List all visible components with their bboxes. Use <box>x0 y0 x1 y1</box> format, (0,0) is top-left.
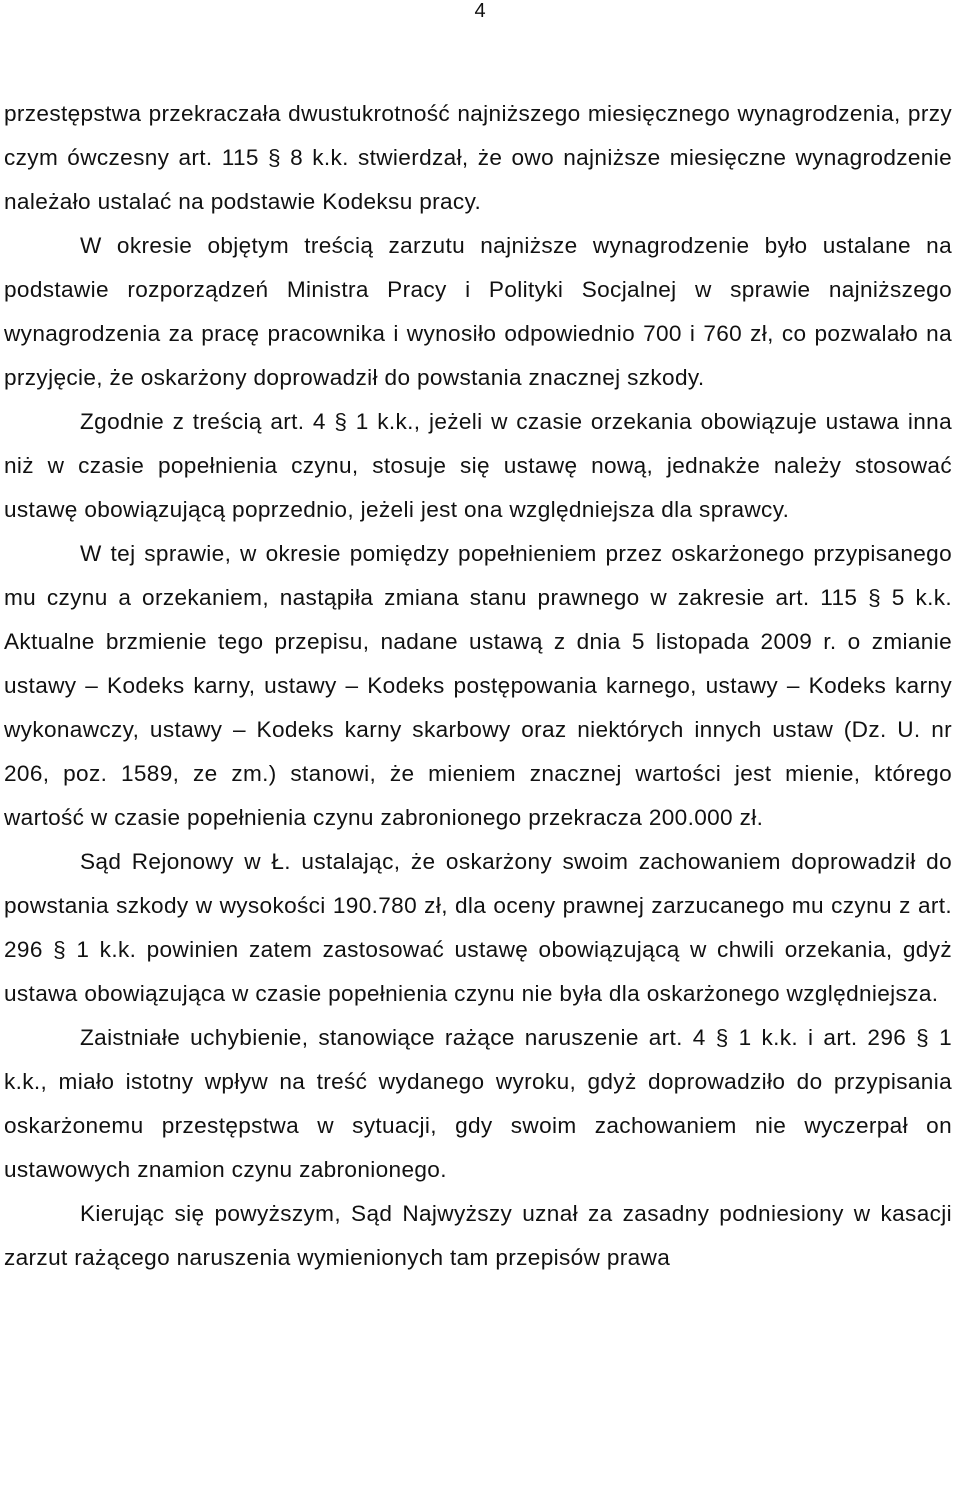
paragraph-6: Zaistniałe uchybienie, stanowiące rażące naruszenie art. 4 § 1 k.k. i art. 296 § 1 k.k., miało istotny wpływ na treść wydanego wyroku, gdyż doprowadziło do przypisania oskarżonemu przestępstwa w sytuacji, gdy swoim zachowaniem nie wyczerpał on ustawowych znamion czynu zabronionego. <box>4 1025 952 1182</box>
paragraph-2: W okresie objętym treścią zarzutu najniższe wynagrodzenie było ustalane na podstawie rozporządzeń Ministra Pracy i Polityki Socjalnej w sprawie najniższego wynagrodzenia za pracę pracownika i wynosiło odpowiednio 700 i 760 zł, co pozwalało na przyjęcie, że oskarżony doprowadził do powstania znacznej szkody. <box>4 233 952 390</box>
paragraph-4: W tej sprawie, w okresie pomiędzy popełnieniem przez oskarżonego przypisanego mu czynu a orzekaniem, nastąpiła zmiana stanu prawnego w zakresie art. 115 § 5 k.k. Aktualne brzmienie tego przepisu, nadane ustawą z dnia 5 listopada 2009 r. o zmianie ustawy – Kodeks karny, ustawy – Kodeks postępowania karnego, ustawy – Kodeks karny wykonawczy, ustawy – Kodeks karny skarbowy oraz niektórych innych ustaw (Dz. U. nr 206, poz. 1589, ze zm.) stanowi, że mieniem znacznej wartości jest mienie, którego wartość w czasie popełnienia czynu zabronionego przekracza 200.000 zł. <box>4 541 952 830</box>
paragraph-1: przestępstwa przekraczała dwustukrotność najniższego miesięcznego wynagrodzenia, przy czym ówczesny art. 115 § 8 k.k. stwierdzał, że owo najniższe miesięczne wynagrodzenie należało ustalać na podstawie Kodeksu pracy. <box>4 101 952 214</box>
document-body <box>4 92 952 1280</box>
paragraph-5: Sąd Rejonowy w Ł. ustalając, że oskarżony swoim zachowaniem doprowadził do powstania szkody w wysokości 190.780 zł, dla oceny prawnej zarzucanego mu czynu z art. 296 § 1 k.k. powinien zatem zastosować ustawę obowiązującą w chwili orzekania, gdyż ustawa obowiązująca w czasie popełnienia czynu nie była dla oskarżonego względniejsza. <box>4 849 952 1006</box>
paragraph-7: Kierując się powyższym, Sąd Najwyższy uznał za zasadny podniesiony w kasacji zarzut rażącego naruszenia wymienionych tam przepisów prawa <box>4 1201 952 1270</box>
paragraph-3: Zgodnie z treścią art. 4 § 1 k.k., jeżeli w czasie orzekania obowiązuje ustawa inna niż w czasie popełnienia czynu, stosuje się ustawę nową, jednakże należy stosować ustawę obowiązującą poprzednio, jeżeli jest ona względniejsza dla sprawcy. <box>4 409 952 522</box>
page-number: 4 <box>474 0 486 22</box>
